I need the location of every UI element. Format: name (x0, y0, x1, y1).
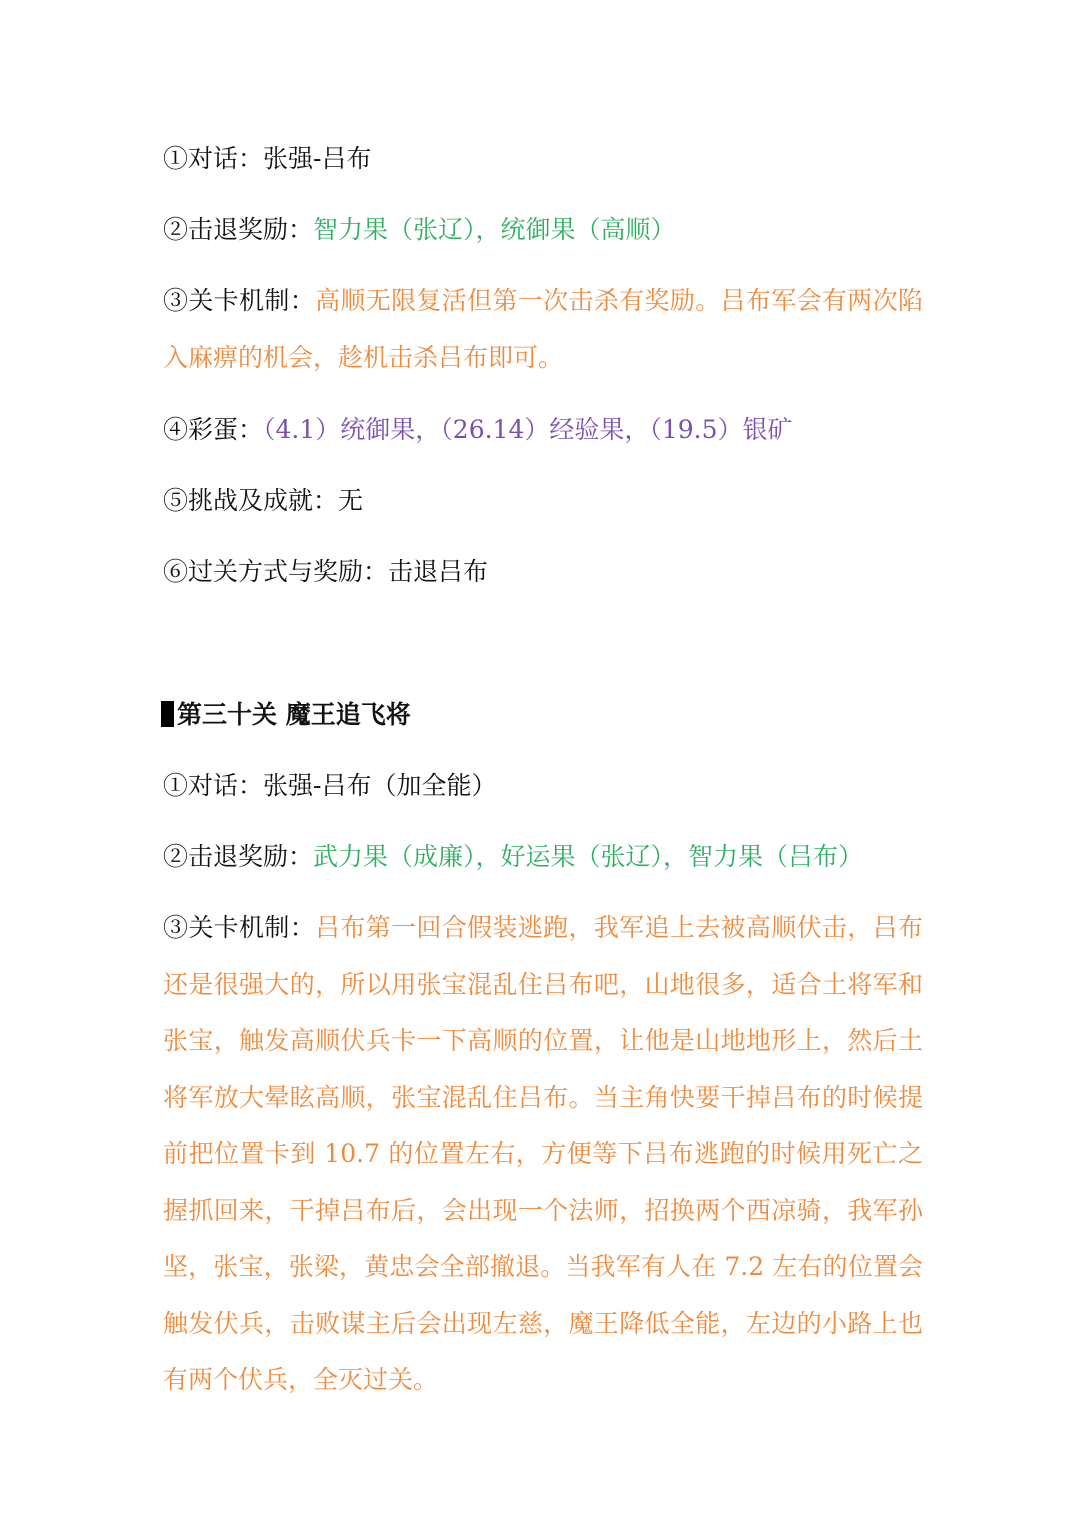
repel-reward-item (163, 836, 923, 878)
item-marker: ③ (163, 286, 189, 315)
clear-method-item (163, 551, 923, 593)
item-label: 过关方式与奖励： (188, 557, 389, 586)
item-value: 张强-吕布（加全能） (263, 771, 497, 800)
item-marker: ⑥ (163, 557, 189, 586)
item-label: 关卡机制： (188, 286, 316, 315)
section-gap (163, 622, 923, 694)
item-value: 张强-吕布 (263, 144, 372, 173)
item-label: 对话： (188, 771, 264, 800)
item-marker: ④ (163, 415, 189, 444)
document-page (163, 138, 923, 1432)
item-label: 对话： (188, 144, 264, 173)
dialogue-item (163, 765, 923, 807)
item-label: 关卡机制： (188, 913, 316, 942)
item-marker: ③ (163, 913, 189, 942)
item-label: 彩蛋： (188, 415, 264, 444)
level-mechanic-item (163, 900, 923, 1409)
reward-text: 武力果（成廉），好运果（张辽），智力果（吕布） (313, 842, 864, 871)
item-label: 击退奖励： (188, 215, 314, 244)
mechanic-text: 吕布第一回合假装逃跑，我军追上去被高顺伏击，吕布还是很强大的，所以用张宝混乱住吕布吧，山地很多，适合土将军和张宝，触发高顺伏兵卡一下高顺的位置，让他是山地地形上，然后土将军放大晕眩高顺，张宝混乱住吕布。当主角快要干掉吕布的时候提前把位置卡到 10.7 的位置左右，方便等下吕布逃跑的时候用死亡之握抓回来，干掉吕布后，会出现一个法师，招换两个西凉骑，我军孙坚，张宝，张梁，黄忠会全部撤退。当我军有人在 7.2 左右的位置会触发伏兵，击败谋主后会出现左慈，魔王降低全能，左边的小路上也有两个伏兵，全灭过关。 (163, 913, 923, 1394)
item-marker: ⑤ (163, 486, 189, 515)
level-mechanic-item (163, 273, 923, 386)
item-label: 挑战及成就： (188, 486, 339, 515)
item-label: 击退奖励： (188, 842, 314, 871)
section-heading (161, 694, 923, 736)
item-value: 无 (338, 486, 364, 515)
easter-egg-item (163, 409, 923, 451)
item-value: 击退吕布 (388, 557, 489, 586)
mechanic-text: 高顺无限复活但第一次击杀有奖励。吕布军会有两次陷入麻痹的机会，趁机击杀吕布即可。 (163, 286, 923, 372)
repel-reward-item (163, 209, 923, 251)
item-marker: ② (163, 215, 189, 244)
dialogue-item (163, 138, 923, 180)
item-marker: ① (163, 771, 189, 800)
item-marker: ① (163, 144, 189, 173)
challenge-item (163, 480, 923, 522)
section-title: 第三十关 魔王追飞将 (177, 700, 411, 729)
reward-text: 智力果（张辽），统御果（高顺） (313, 215, 676, 244)
heading-bar-icon (161, 701, 174, 727)
easter-egg-text: （4.1）统御果，（26.14）经验果，（19.5）银矿 (263, 415, 793, 444)
item-marker: ② (163, 842, 189, 871)
